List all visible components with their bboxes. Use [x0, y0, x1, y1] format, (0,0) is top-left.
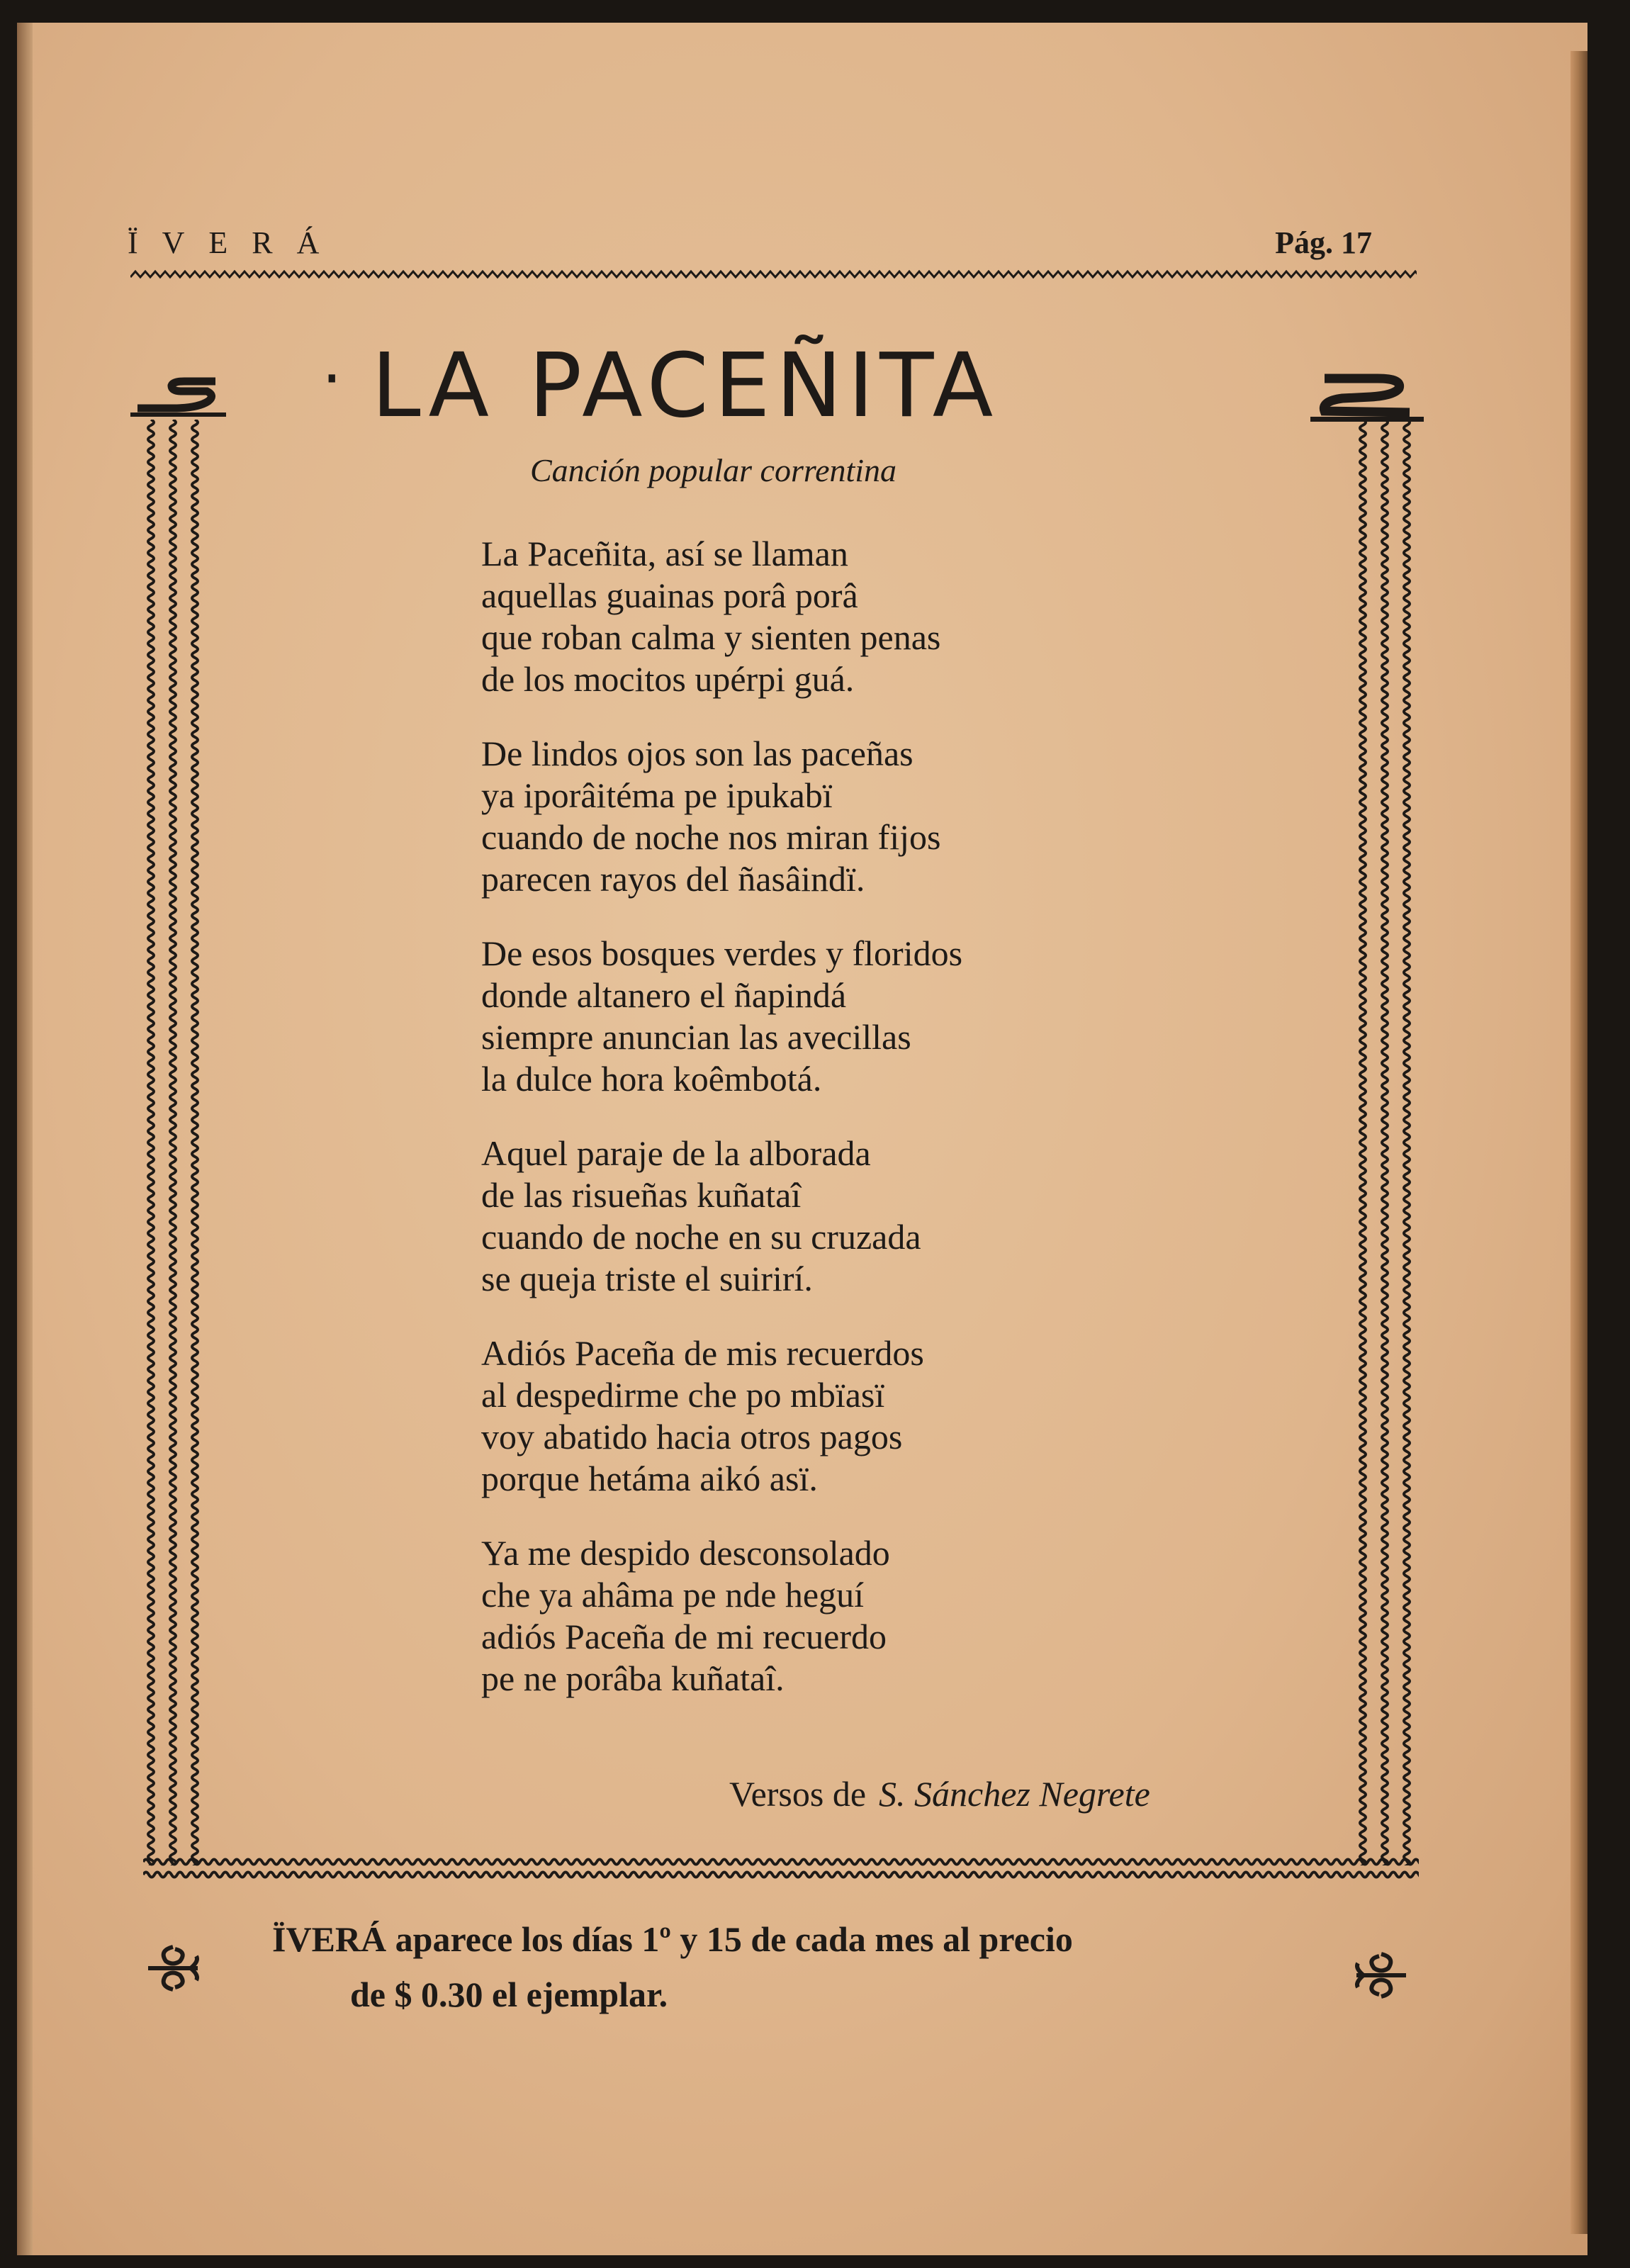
right-swash-ornament-icon — [1303, 370, 1424, 427]
right-decorative-border — [1353, 420, 1417, 1865]
poem-body — [481, 533, 1332, 1732]
page-edge — [1570, 51, 1587, 2234]
stanza — [481, 733, 1332, 900]
verse-line: se queja triste el suirirí. — [481, 1259, 813, 1298]
verse-line: Adiós Paceña de mis recuerdos — [481, 1333, 924, 1373]
left-fleuron-icon — [141, 1936, 205, 2000]
page-subtitle: Canción popular correntina — [530, 452, 897, 488]
verse-line: siempre anuncian las avecillas — [481, 1017, 911, 1057]
verse-line: ya iporâitéma pe ipukabï — [481, 775, 833, 815]
verse-line: pe ne porâba kuñataî. — [481, 1658, 785, 1698]
verse-credit — [729, 1773, 1150, 1814]
verse-line: De esos bosques verdes y floridos — [481, 933, 963, 973]
notice-line-1: ÏVERÁ aparece los días 1º y 15 de cada mes al precio — [272, 1919, 1073, 1959]
verse-line: aquellas guainas porâ porâ — [481, 576, 858, 615]
title-bullet: · — [322, 342, 342, 416]
header-rule — [130, 267, 1417, 283]
verse-line: de los mocitos upérpi guá. — [481, 659, 855, 699]
verse-line: que roban calma y sienten penas — [481, 617, 941, 657]
verse-line: voy abatido hacia otros pagos — [481, 1417, 903, 1456]
verse-line: La Paceñita, así se llaman — [481, 534, 848, 573]
credit-prefix: Versos de — [729, 1774, 867, 1814]
left-swash-ornament-icon — [130, 377, 230, 420]
verse-line: al despedirme che po mbïasï — [481, 1375, 885, 1415]
verse-line: cuando de noche nos miran fijos — [481, 817, 941, 857]
verse-line: che ya ahâma pe nde heguí — [481, 1575, 865, 1615]
verse-line: porque hetáma aikó asï. — [481, 1459, 818, 1498]
stanza — [481, 1133, 1332, 1300]
verse-line: la dulce hora koêmbotá. — [481, 1059, 822, 1099]
verse-line: de las risueñas kuñataî — [481, 1175, 802, 1215]
stanza — [481, 533, 1332, 700]
publication-notice — [272, 1911, 1335, 2022]
left-decorative-border — [141, 420, 205, 1865]
credit-author: S. Sánchez Negrete — [879, 1774, 1150, 1814]
right-fleuron-icon — [1349, 1943, 1413, 2007]
verse-line: Aquel paraje de la alborada — [481, 1133, 871, 1173]
page-title: LA PACEÑITA — [371, 335, 999, 437]
verse-line: cuando de noche en su cruzada — [481, 1217, 921, 1257]
magazine-page — [17, 23, 1587, 2255]
verse-line: Ya me despido desconsolado — [481, 1533, 890, 1573]
stanza — [481, 1532, 1332, 1700]
verse-line: De lindos ojos son las paceñas — [481, 734, 914, 773]
verse-line: adiós Paceña de mi recuerdo — [481, 1617, 887, 1656]
bottom-decorative-border — [143, 1855, 1419, 1883]
verse-line: parecen rayos del ñasâindï. — [481, 859, 865, 899]
page-number: Pág. 17 — [1275, 225, 1372, 260]
page-spine — [17, 23, 33, 2255]
verse-line: donde altanero el ñapindá — [481, 975, 847, 1015]
notice-line-2: de $ 0.30 el ejemplar. — [350, 1975, 668, 2014]
stanza — [481, 933, 1332, 1100]
stanza — [481, 1332, 1332, 1500]
running-title: ÏVERÁ — [128, 225, 344, 260]
